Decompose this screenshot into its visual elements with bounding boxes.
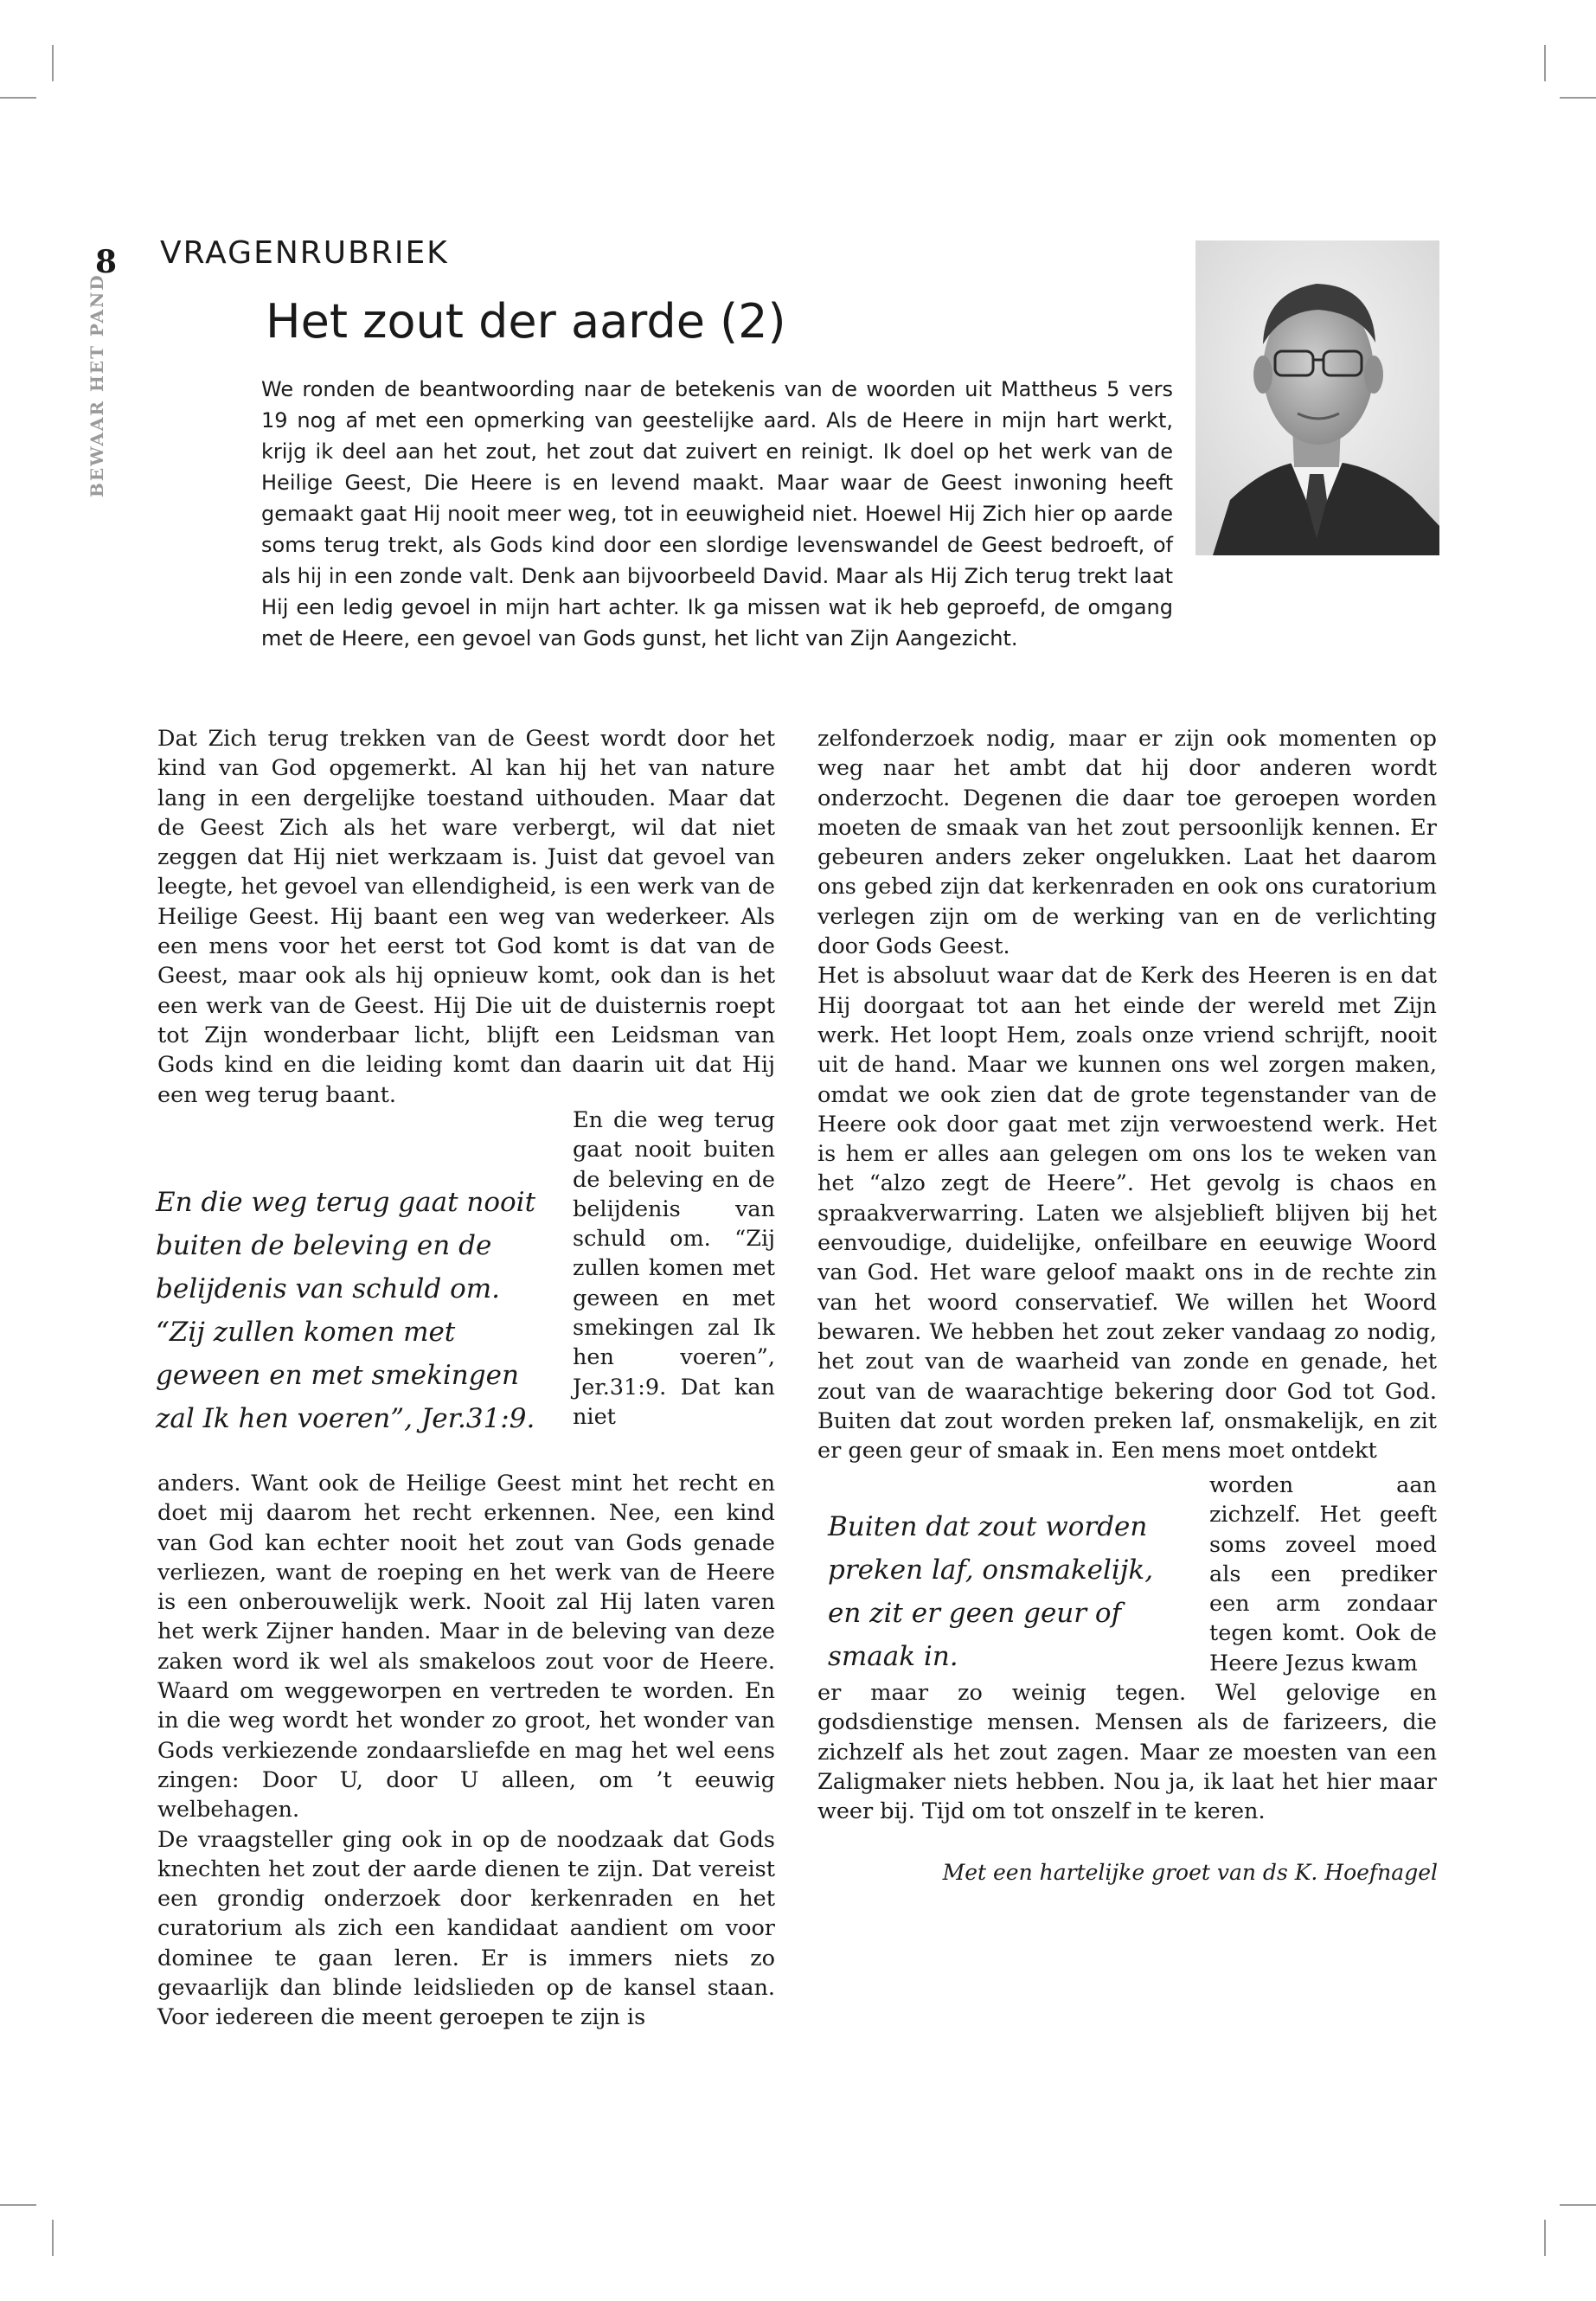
body-column-left-narrow — [573, 1106, 775, 1432]
body-column-right-narrow — [1209, 1471, 1437, 1678]
author-signoff: Met een hartelijke groet van ds K. Hoefnagel — [942, 1860, 1438, 1885]
body-column-right-bottom — [817, 1678, 1437, 1826]
crop-mark — [0, 97, 36, 99]
body-paragraph: Dat Zich terug trekken van de Geest wordt door het kind van God opgemerkt. Al kan hij het van nature lang in een dergelijke toestand uithouden. Maar dat de Geest Zich als het ware verbergt, wil dat niet zeggen dat Hij niet werkzaam is. Juist dat gevoel van leegte, het gevoel van ellendigheid, is een werk van de Heilige Geest. Hij baant een weg van wederkeer. Als een mens voor het eerst tot God komt is dat van de Geest, maar ook als hij opnieuw komt, ook dan is het een werk van de Geest. Hij Die uit de duisternis roept tot Zijn wonderbaar licht, blijft een Leidsman van Gods kind en die leiding komt dan daarin uit dat Hij een weg terug baant. — [157, 726, 775, 1108]
body-paragraph: Het is absoluut waar dat de Kerk des Heeren is en dat Hij doorgaat tot aan het einde der wereld met Zijn werk. Het loopt Hem, zoals onze vriend schrijft, nooit uit de hand. Maar we kunnen ons wel zorgen maken, omdat we ook zien dat de grote tegenstander van de Heere ook door gaat met zijn verwoestend werk. Het is hem er alles aan gelegen om ons los te weken van het “alzo zegt de Heere”. Het gevolg is chaos en spraakverwarring. Laten we alsjeblieft blijven bij het eenvoudige, duidelijke, onfeilbare en eeuwige Woord van God. Het ware geloof maakt ons in de rechte zin van het woord conservatief. We willen het Woord bewaren. We hebben het zout zeker vandaag zo nodig, het zout van de waarheid van zonde en genade, het zout van de waarachtige bekering door God tot God. Buiten dat zout worden preken laf, onsmakelijk, en zit er geen geur of smaak in. Een mens moet ontdekt — [817, 963, 1437, 1465]
crop-mark — [1544, 2220, 1546, 2256]
body-column-left-bottom — [157, 1469, 775, 2033]
author-portrait — [1195, 240, 1439, 555]
body-paragraph: er maar zo weinig tegen. Wel gelovige en godsdienstige mensen. Mensen als de farizeers, die zichzelf als het zout zagen. Maar ze moesten van een Zaligmaker niets hebben. Nou ja, ik laat het hier maar weer bij. Tijd om tot onszelf in te keren. — [817, 1680, 1437, 1825]
body-column-left-top — [157, 724, 775, 1110]
crop-mark — [52, 2220, 54, 2256]
article-title: Het zout der aarde (2) — [266, 294, 786, 349]
body-paragraph: worden aan zichzelf. Het geeft soms zoveel moed als een prediker een arm zondaar tegen komt. Ook de Heere Jezus kwam — [1209, 1472, 1437, 1676]
intro-paragraph: We ronden de beantwoording naar de betekenis van de woorden uit Mattheus 5 vers 19 nog af met een opmerking van geestelijke aard. Als de Heere in mijn hart werkt, krijg ik deel aan het zout, het zout dat zuivert en reinigt. Ik doel op het werk van de Heilige Geest, Die Heere is en levend maakt. Maar waar de Geest inwoning heeft gemaakt gaat Hij nooit meer weg, tot in eeuwigheid niet. Hoewel Hij Zich hier op aarde soms terug trekt, als Gods kind door een slordige levenswandel de Geest bedroeft, of als hij in een zonde valt. Denk aan bijvoorbeeld David. Maar als Hij Zich terug trekt laat Hij een ledig gevoel in mijn hart achter. Ik ga missen wat ik heb geproefd, de omgang met de Heere, een gevoel van Gods gunst, het licht van Zijn Aangezicht. — [261, 377, 1173, 651]
body-paragraph: anders. Want ook de Heilige Geest mint het recht en doet mij daarom het recht erkennen. Nee, een kind van God kan echter nooit het zout van Gods genade verliezen, want de roeping en het werk van de Heere is een onberouwelijk werk. Nooit zal Hij laten varen het werk Zijner handen. Maar in de beleving van deze zaken word ik wel als smakeloos zout voor de Heere. Waard om weggeworpen en vertreden te worden. En in die weg wordt het wonder zo groot, het wonder van Gods verkiezende zondaarsliefde en mag het wel eens zingen: Door U, door U alleen, om ’t eeuwig welbehagen. — [157, 1471, 775, 1823]
crop-mark — [1560, 97, 1596, 99]
body-column-right-top — [817, 724, 1437, 1465]
body-paragraph: zelfonderzoek nodig, maar er zijn ook momenten op weg naar het ambt dat hij door anderen wordt onderzocht. Degenen die daar toe geroepen worden moeten de smaak van het zout persoonlijk kennen. Er gebeuren anders zeker ongelukken. Laat het daarom ons gebed zijn dat kerkenraden en ook ons curatorium verlegen zijn om de werking van en de verlichting door Gods Geest. — [817, 726, 1437, 960]
pull-quote-right: Buiten dat zout worden preken laf, onsmakelijk, en zit er geen geur of smaak in. — [828, 1511, 1154, 1672]
crop-mark — [0, 2204, 36, 2206]
body-paragraph: En die weg terug gaat nooit buiten de beleving en de belijdenis van schuld om. “Zij zullen komen met geween en met smekingen zal Ik hen voeren”, Jer.31:9. Dat kan niet — [573, 1107, 775, 1430]
portrait-illustration — [1195, 240, 1439, 555]
crop-mark — [1544, 45, 1546, 81]
crop-mark — [52, 45, 54, 81]
body-paragraph: De vraagsteller ging ook in op de noodzaak dat Gods knechten het zout der aarde dienen te zijn. Dat vereist een grondig onderzoek door kerkenraden en het curatorium als zich een kandidaat aandient om voor dominee te gaan leren. Er is immers niets zo gevaarlijk dan blinde leidslieden op de kansel staan. Voor iedereen die meent geroepen te zijn is — [157, 1826, 775, 2031]
crop-mark — [1560, 2204, 1596, 2206]
section-label: VRAGENRUBRIEK — [160, 235, 449, 271]
publication-name-vertical: BEWAAR HET PAND — [87, 273, 107, 497]
pull-quote-left: En die weg terug gaat nooit buiten de beleving en de belijdenis van schuld om. “Zij zullen komen met geween en met smekingen zal Ik hen voeren”, Jer.31:9. — [156, 1187, 536, 1434]
page-number: 8 — [95, 244, 118, 280]
